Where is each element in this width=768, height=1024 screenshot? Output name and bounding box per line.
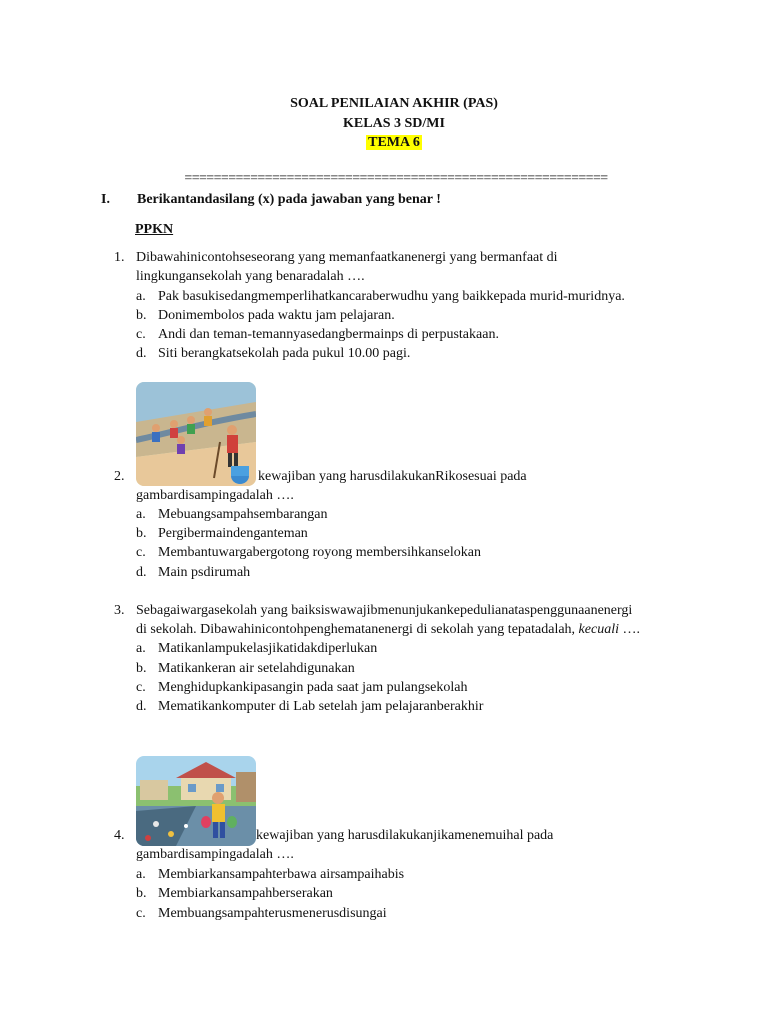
option-letter: b.: [136, 886, 147, 901]
option-text: Membantuwargabergotong royong membersihkanselokan: [158, 545, 481, 560]
option-letter: b.: [136, 661, 147, 676]
exam-title: SOAL PENILAIAN AKHIR (PAS): [290, 96, 498, 111]
option-text: Andi dan teman-temannyasedangbermainps di perpustakaan.: [158, 327, 499, 342]
option-text: Menghidupkankipasangin pada saat jam pulangsekolah: [158, 680, 468, 695]
option-letter: a.: [136, 867, 146, 882]
option-text: Mematikankomputer di Lab setelah jam pelajaranberakhir: [158, 699, 484, 714]
river-trash-scene-icon: [136, 756, 256, 846]
option-letter: c.: [136, 906, 146, 921]
question-text: gambardisampingadalah ….: [136, 847, 294, 862]
option-letter: c.: [136, 680, 146, 695]
option-letter: b.: [136, 308, 147, 323]
option-letter: a.: [136, 641, 146, 656]
question-emphasis: kecuali: [578, 622, 619, 637]
option-letter: d.: [136, 346, 147, 361]
option-text: Membiarkansampahterbawa airsampaihabis: [158, 867, 405, 882]
question-text: kewajiban yang harusdilakukanjikamenemuihal pada: [256, 828, 554, 843]
question-number: 4.: [114, 828, 125, 843]
question-text: Dibawahinicontohseseorang yang memanfaatkanenergi yang bermanfaat di: [136, 250, 558, 265]
option-letter: a.: [136, 507, 146, 522]
option-text: Membiarkansampahberserakan: [158, 886, 333, 901]
option-letter: d.: [136, 699, 147, 714]
option-text: Membuangsampahterusmenerusdisungai: [158, 906, 387, 921]
option-letter: c.: [136, 327, 146, 342]
theme-label: [10, 133, 768, 152]
section-number: I.: [101, 192, 110, 207]
section-heading: [101, 190, 441, 209]
subject-heading: PPKN: [135, 222, 174, 237]
separator-line: ==========================================================: [184, 171, 608, 186]
illustration-trash-river: [136, 756, 256, 846]
option-text: Main psdirumah: [158, 565, 251, 580]
question-text-line2: [136, 620, 640, 639]
question-text: gambardisampingadalah ….: [136, 488, 294, 503]
option-text: Matikanlampukelasjikatidakdiperlukan: [158, 641, 378, 656]
option-letter: b.: [136, 526, 147, 541]
question-ellipsis: ….: [618, 622, 640, 637]
question-text: di sekolah. Dibawahinicontohpenghematanenergi di sekolah yang tepatadalah,: [136, 622, 576, 637]
question-number: 1.: [114, 250, 125, 265]
option-letter: c.: [136, 545, 146, 560]
question-text: Sebagaiwargasekolah yang baiksiswawajibmenunjukankepedulianataspenggunaanenergi: [136, 603, 633, 618]
option-text: Pak basukisedangmemperlihatkancaraberwudhu yang baikkepada murid-muridnya.: [158, 289, 625, 304]
section-instruction: Berikantandasilang (x) pada jawaban yang benar !: [137, 192, 441, 207]
cleaning-scene-icon: [136, 382, 256, 486]
theme-highlight: TEMA 6: [368, 135, 420, 150]
option-letter: a.: [136, 289, 146, 304]
question-text: kewajiban yang harusdilakukanRikosesuai pada: [258, 469, 527, 484]
option-text: Mebuangsampahsembarangan: [158, 507, 328, 522]
option-letter: d.: [136, 565, 147, 580]
option-text: Matikankeran air setelahdigunakan: [158, 661, 355, 676]
question-text: lingkungansekolah yang benaradalah ….: [136, 269, 365, 284]
question-number: 2.: [114, 469, 125, 484]
class-level: KELAS 3 SD/MI: [343, 116, 445, 131]
question-number: 3.: [114, 603, 125, 618]
option-text: Pergibermaindenganteman: [158, 526, 308, 541]
option-text: Donimembolos pada waktu jam pelajaran.: [158, 308, 395, 323]
option-text: Siti berangkatsekolah pada pukul 10.00 pagi.: [158, 346, 411, 361]
illustration-cleaning-gutter: [136, 382, 256, 486]
